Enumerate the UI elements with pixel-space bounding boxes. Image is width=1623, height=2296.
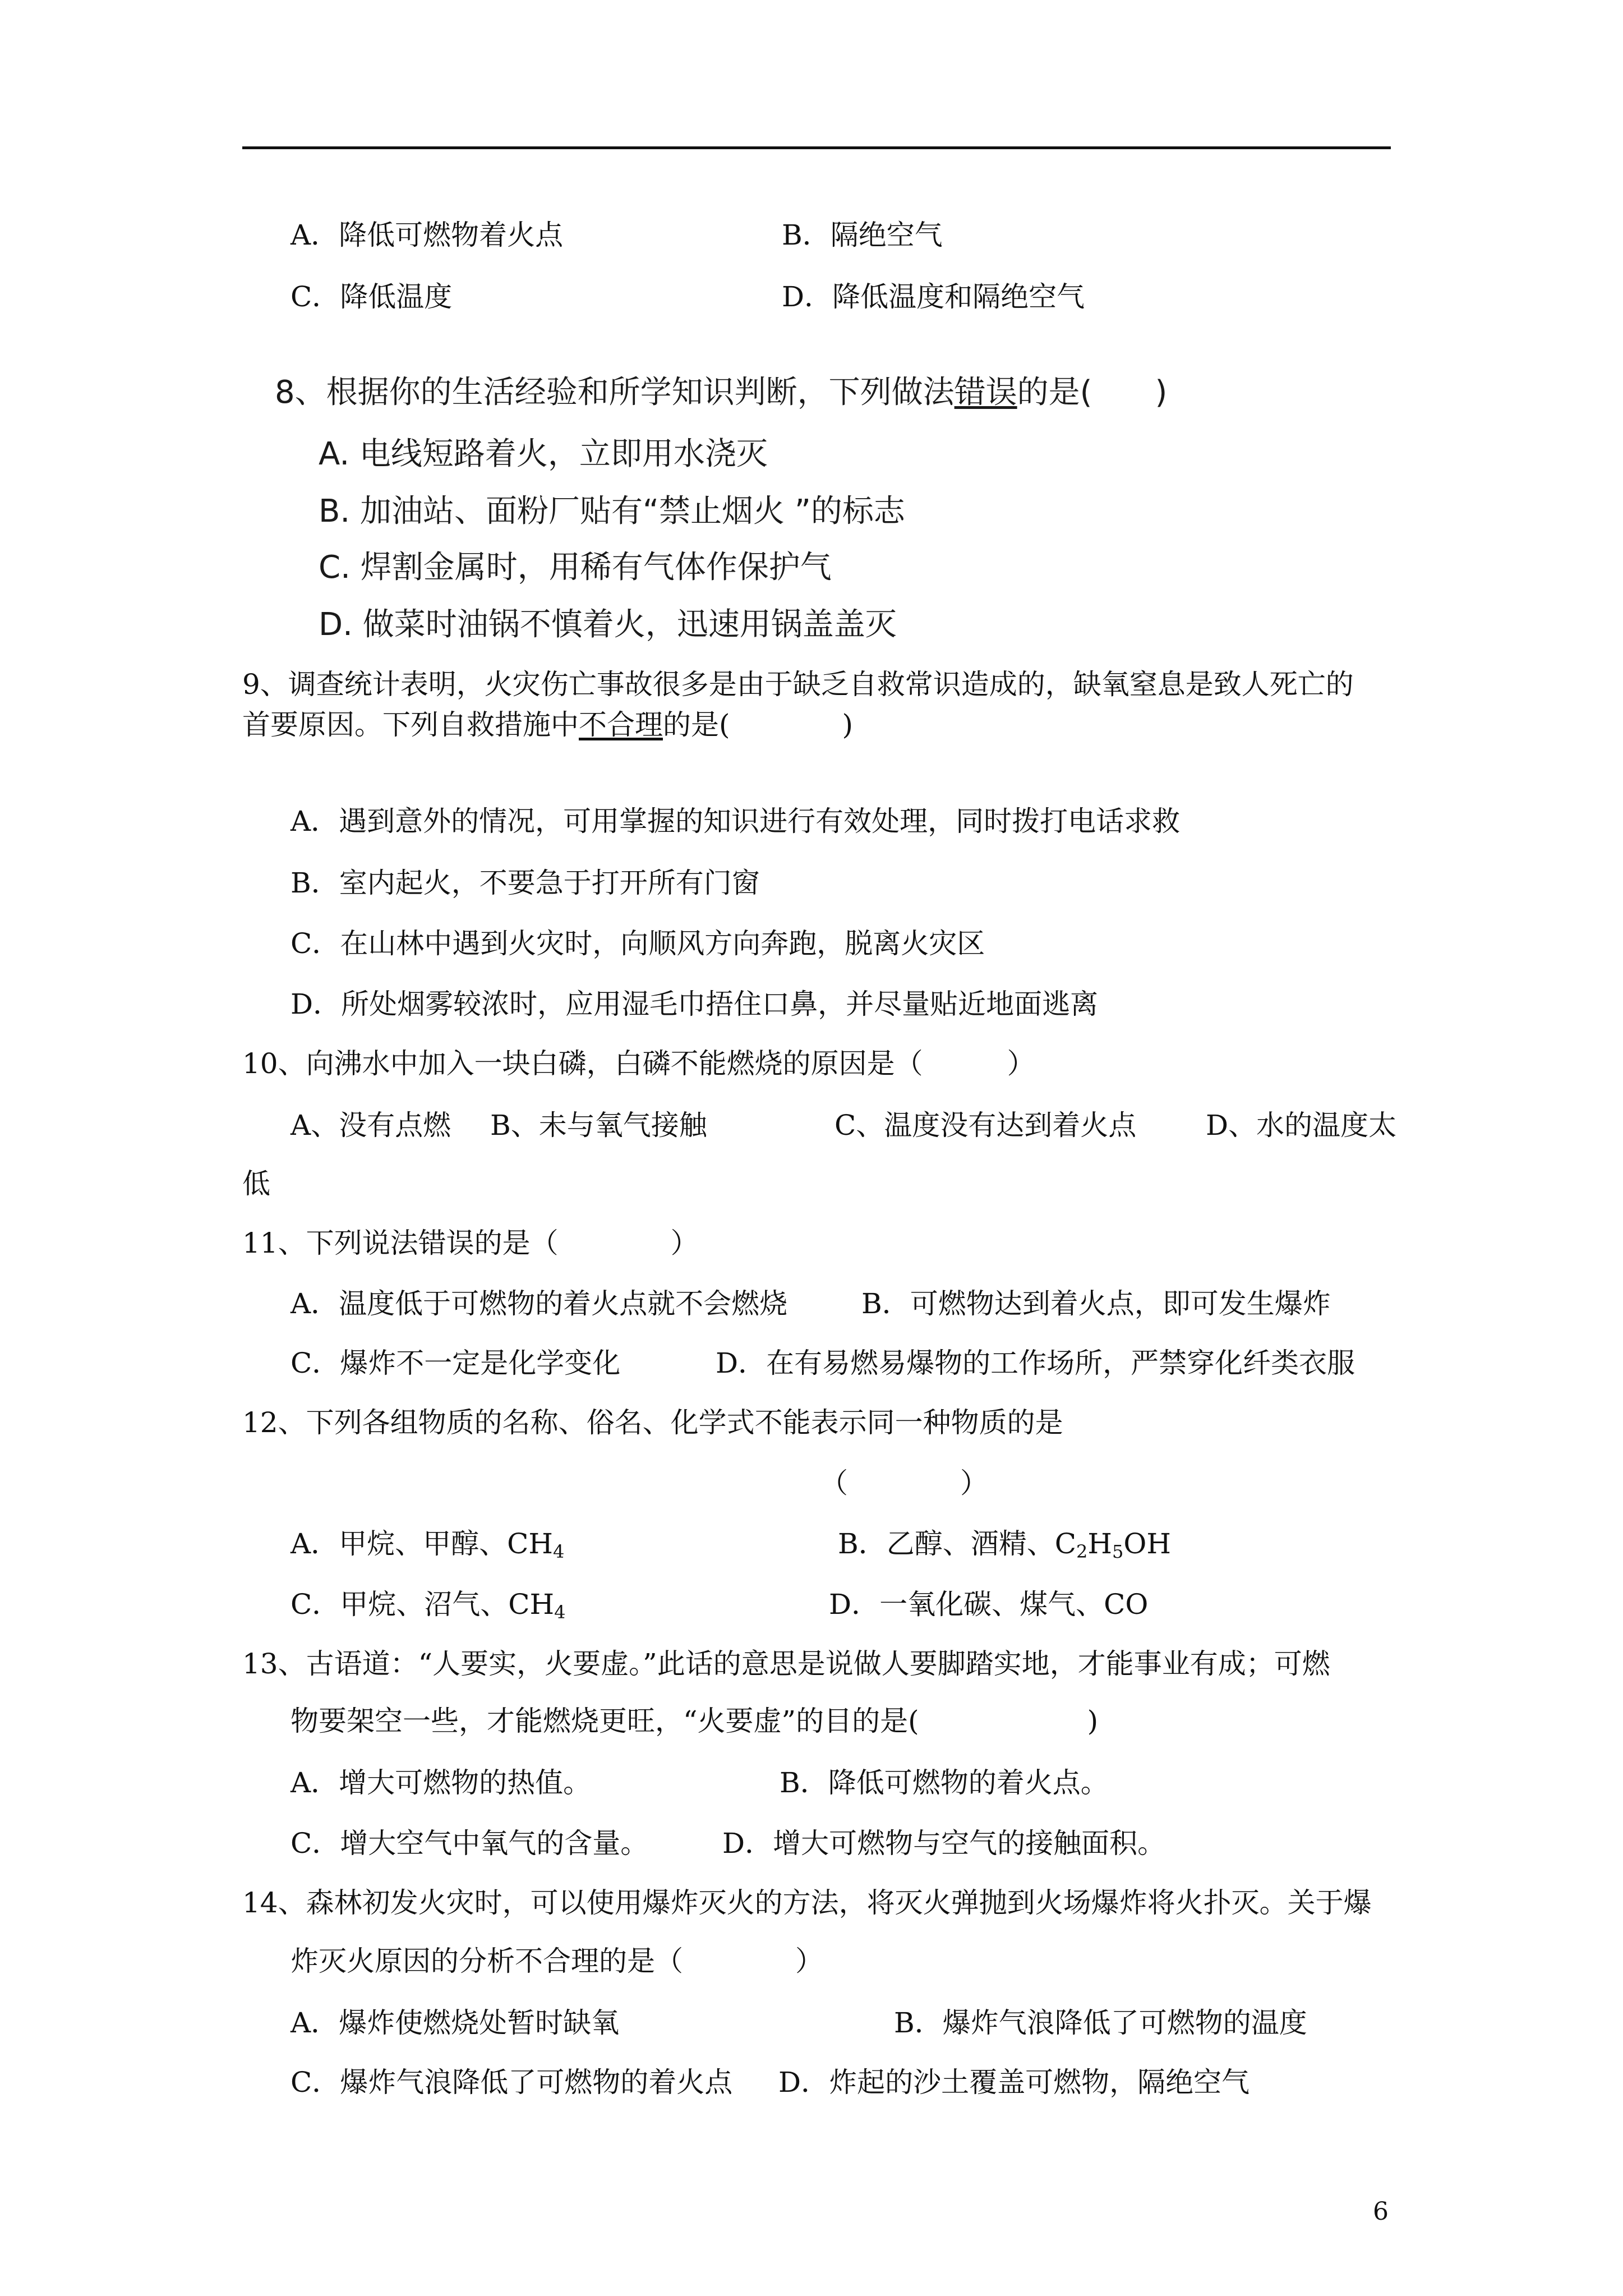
q12-option-b (838, 1527, 1171, 1561)
q9-stem-post: 的是( ) (663, 708, 854, 741)
q8-option-c: C. 焊割金属时，用稀有气体作保护气 (319, 549, 832, 586)
q8-option-a: A. 电线短路着火，立即用水浇灭 (319, 436, 768, 472)
q10-option-c: C、温度没有达到着火点 (834, 1109, 1137, 1142)
q13-stem-line1: 13、古语道：“人要实，火要虚。”此话的意思是说做人要脚踏实地，才能事业有成；可燃 (242, 1648, 1330, 1680)
q10-option-d: D、水的温度太 (1206, 1109, 1397, 1142)
q8-option-d: D. 做菜时油锅不慎着火，迅速用锅盖盖灭 (319, 606, 897, 643)
q8-stem-keyword: 错误 (954, 374, 1017, 411)
q10-option-b: B、未与氧气接触 (490, 1109, 707, 1142)
q10-stem: 10、向沸水中加入一块白磷，白磷不能燃烧的原因是（ ） (242, 1047, 1035, 1080)
q8-stem-pre: 8、根据你的生活经验和所学知识判断，下列做法 (275, 374, 955, 411)
q12-option-a (291, 1527, 564, 1561)
q10-option-a: A、没有点燃 (291, 1109, 451, 1142)
q14-stem-line1: 14、森林初发火灾时，可以使用爆炸灭火的方法，将灭火弹抛到火场爆炸将火扑灭。关于爆 (242, 1887, 1372, 1919)
q13-option-d: D．增大可燃物与空气的接触面积。 (722, 1827, 1166, 1860)
q14-option-b: B．爆炸气浪降低了可燃物的温度 (894, 2007, 1307, 2039)
q12-option-b-subscript-2: 5 (1112, 1541, 1124, 1562)
q12-answer-paren: （ ） (820, 1467, 988, 1499)
q13-option-b: B．降低可燃物的着火点。 (780, 1766, 1109, 1799)
q9-stem-line2 (242, 708, 853, 742)
q12-option-d: D．一氧化碳、煤气、CO (829, 1588, 1149, 1621)
q9-stem-line1: 9、调查统计表明，火灾伤亡事故很多是由于缺乏自救常识造成的，缺氧窒息是致人死亡的 (242, 668, 1354, 701)
q7-option-b: B．隔绝空气 (782, 219, 943, 251)
q11-stem: 11、下列说法错误的是（ ） (242, 1227, 699, 1259)
q9-stem-keyword: 不合理 (579, 708, 663, 741)
q9-option-a: A．遇到意外的情况，可用掌握的知识进行有效处理，同时拨打电话求救 (291, 805, 1181, 838)
page-number: 6 (1373, 2197, 1389, 2226)
q7-option-c: C．降低温度 (291, 280, 453, 313)
q14-option-d: D．炸起的沙土覆盖可燃物，隔绝空气 (778, 2066, 1250, 2099)
q8-stem-post: 的是( ) (1017, 374, 1168, 411)
q11-option-a: A．温度低于可燃物的着火点就不会燃烧 (291, 1287, 788, 1320)
q11-option-c: C．爆炸不一定是化学变化 (291, 1347, 621, 1379)
q12-option-c (291, 1588, 565, 1621)
q14-stem-line2: 炸灭火原因的分析不合理的是（ ） (291, 1945, 823, 1977)
q12-stem: 12、下列各组物质的名称、俗名、化学式不能表示同一种物质的是 (242, 1406, 1063, 1439)
q12-option-a-subscript: 4 (552, 1541, 565, 1562)
q12-option-b-mid: H (1087, 1527, 1112, 1560)
q12-option-a-text: A．甲烷、甲醇、CH (291, 1527, 553, 1560)
q14-option-a: A．爆炸使燃烧处暂时缺氧 (291, 2007, 620, 2039)
header-rule (242, 146, 1391, 149)
q9-option-c: C．在山林中遇到火灾时，向顺风方向奔跑，脱离火灾区 (291, 927, 985, 960)
q12-option-c-text: C．甲烷、沼气、CH (291, 1588, 555, 1621)
q13-stem-line2: 物要架空一些，才能燃烧更旺，“火要虚”的目的是( ) (291, 1705, 1099, 1737)
q12-option-b-end: OH (1123, 1527, 1171, 1560)
q11-option-d: D．在有易燃易爆物的工作场所，严禁穿化纤类衣服 (716, 1347, 1355, 1379)
q14-option-c: C．爆炸气浪降低了可燃物的着火点 (291, 2066, 733, 2099)
q7-option-d: D．降低温度和隔绝空气 (782, 280, 1085, 313)
q9-option-b: B．室内起火，不要急于打开所有门窗 (291, 867, 760, 899)
q12-option-c-subscript: 4 (554, 1602, 566, 1623)
q9-stem-pre: 首要原因。下列自救措施中 (242, 708, 579, 741)
q11-option-b: B．可燃物达到着火点，即可发生爆炸 (861, 1287, 1331, 1320)
q9-option-d: D．所处烟雾较浓时，应用湿毛巾捂住口鼻，并尽量贴近地面逃离 (291, 988, 1099, 1020)
q10-option-d-continuation: 低 (242, 1167, 270, 1200)
q8-option-b: B. 加油站、面粉厂贴有“禁止烟火 ”的标志 (319, 493, 905, 530)
q12-option-b-subscript-1: 2 (1076, 1541, 1088, 1562)
q13-option-a: A．增大可燃物的热值。 (291, 1766, 592, 1799)
q12-option-b-text: B．乙醇、酒精、C (838, 1527, 1076, 1560)
q7-option-a: A．降低可燃物着火点 (291, 219, 564, 251)
q8-stem (275, 376, 1167, 409)
q13-option-c: C．增大空气中氧气的含量。 (291, 1827, 649, 1860)
